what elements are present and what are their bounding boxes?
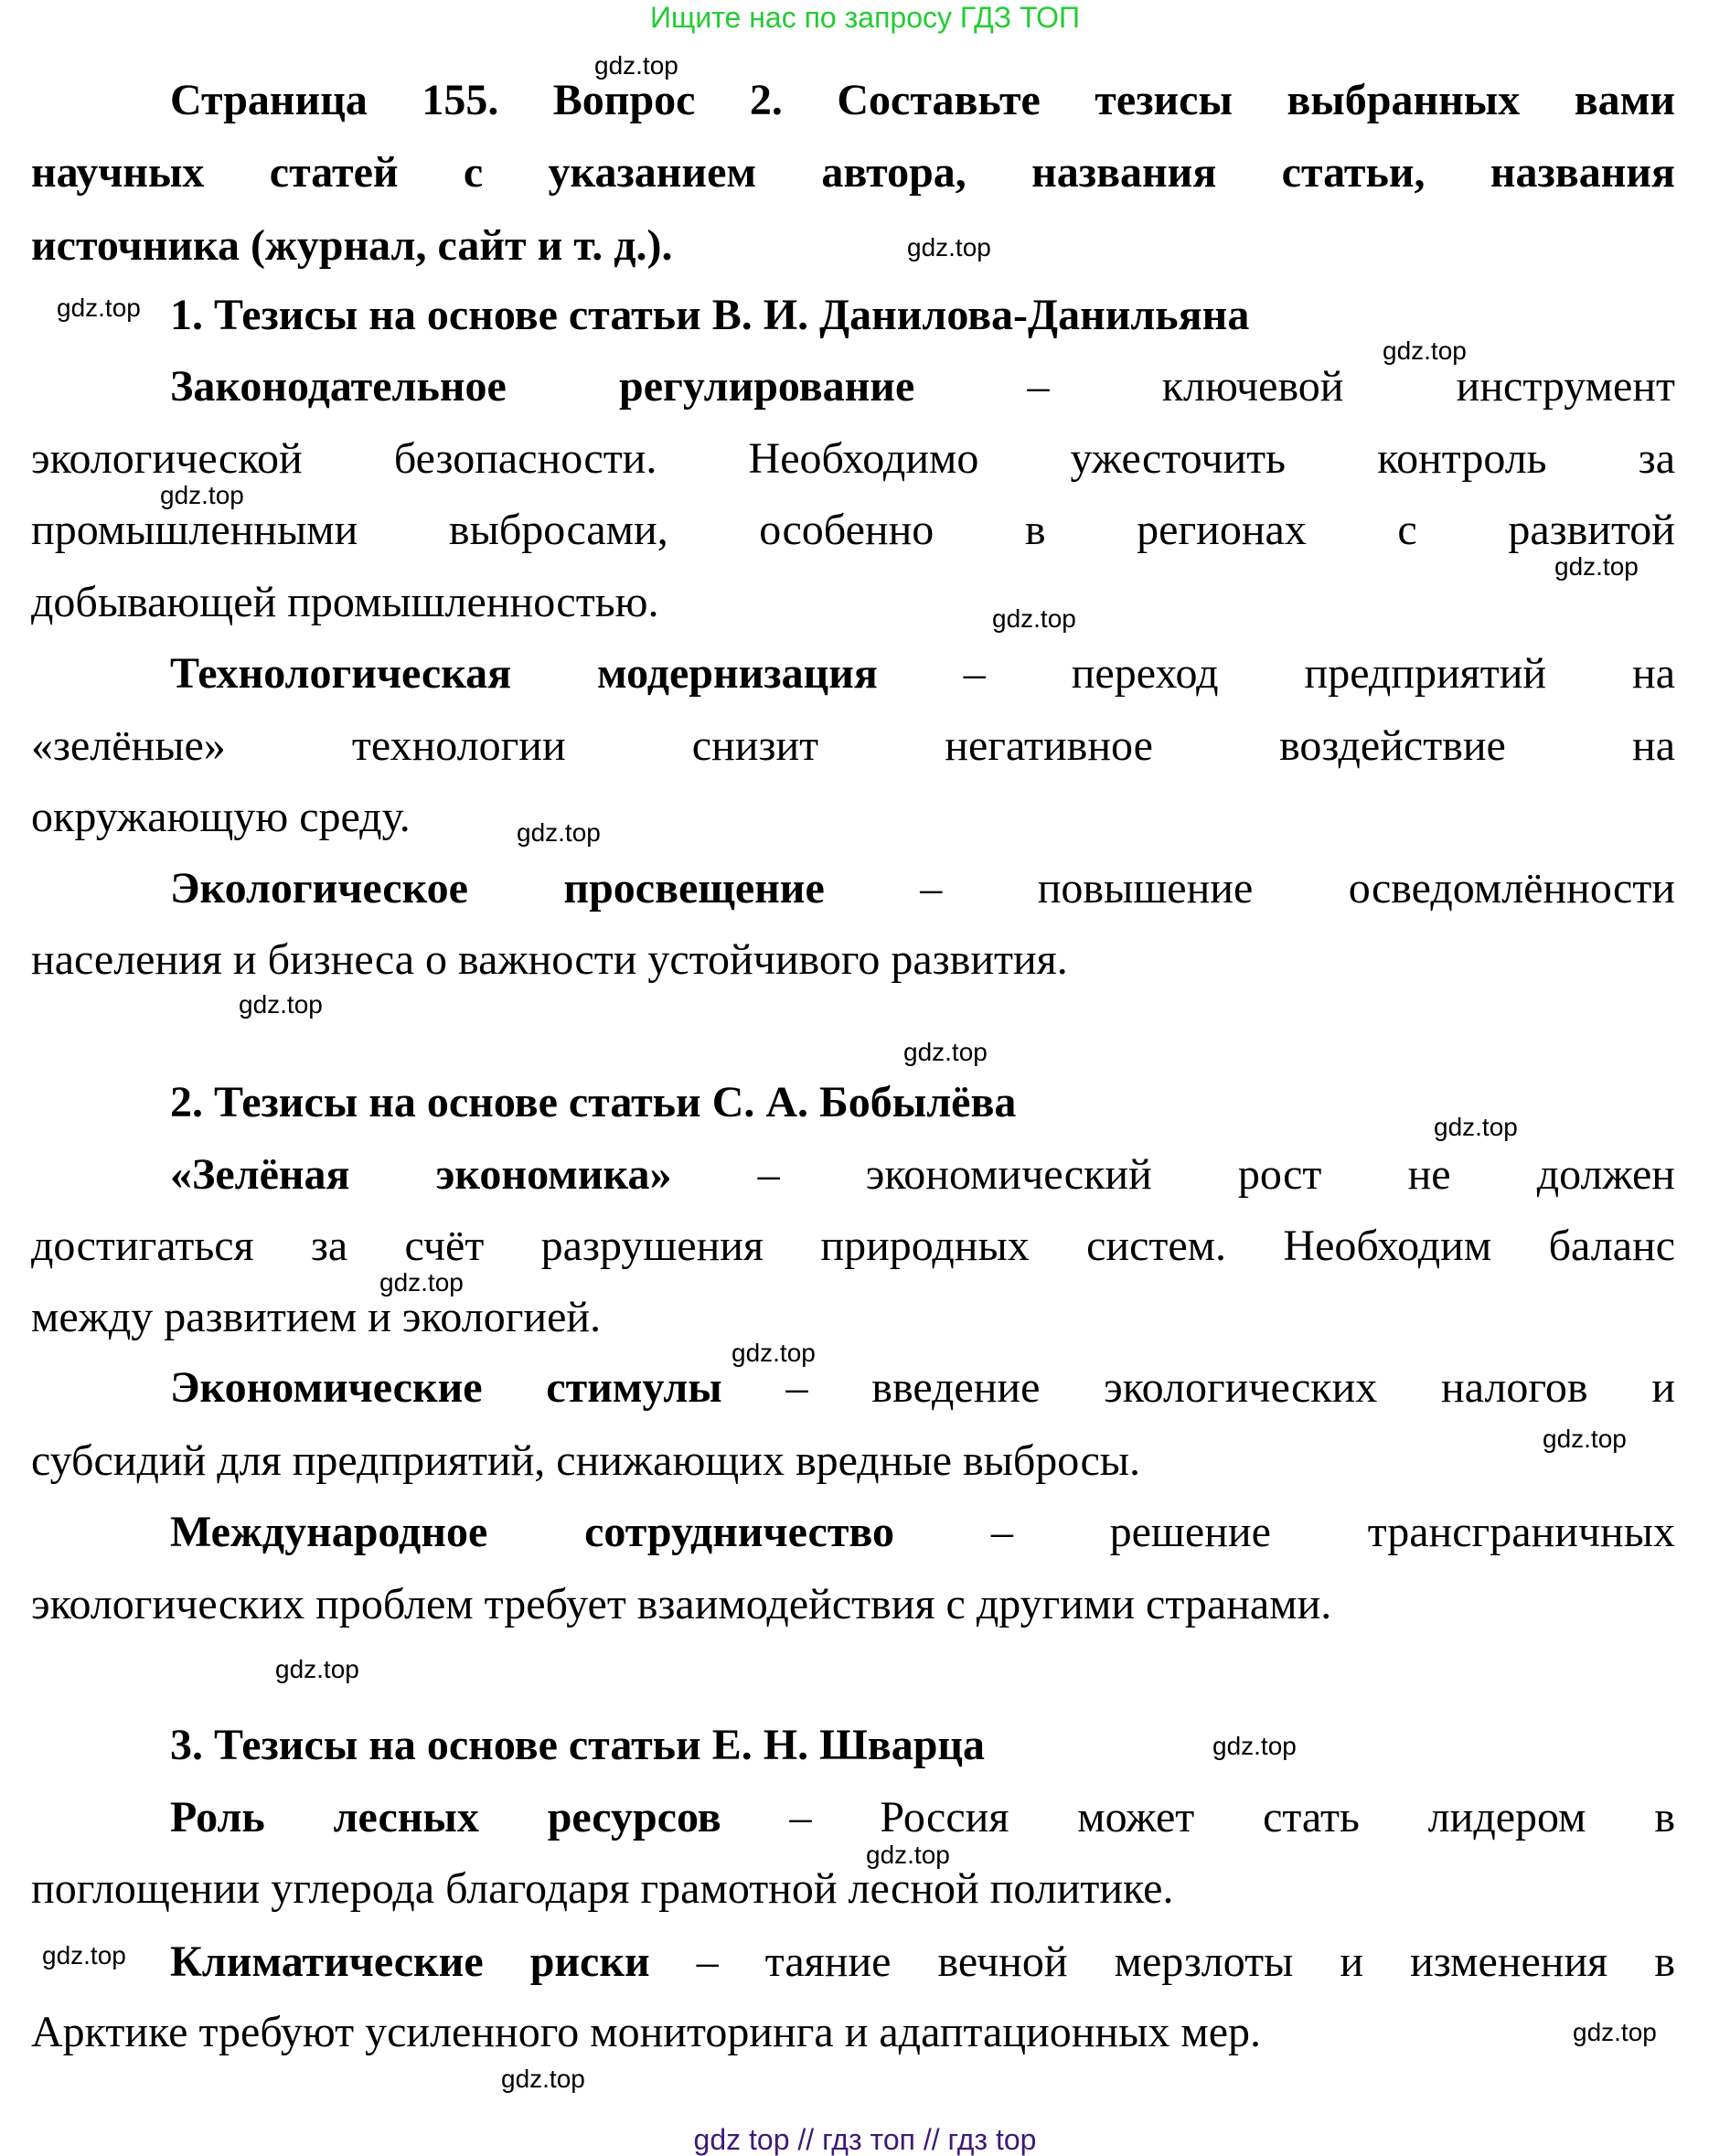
watermark: gdz.top bbox=[275, 1655, 359, 1683]
thesis-text: – ключевой инструмент bbox=[914, 362, 1675, 411]
thesis-line bbox=[170, 1139, 1675, 1211]
question-title-line-2: научных статей с указанием автора, названия статьи, названия bbox=[31, 148, 1675, 197]
thesis-term: «Зелёная экономика» bbox=[170, 1150, 672, 1199]
watermark: gdz.top bbox=[1554, 552, 1639, 581]
watermark: gdz.top bbox=[160, 481, 244, 509]
thesis-term: Международное сотрудничество bbox=[170, 1508, 894, 1556]
question-title-line-3: источника (журнал, сайт и т. д.). bbox=[31, 221, 673, 270]
thesis-term: Климатические риски bbox=[170, 1937, 650, 1986]
thesis-term: Экономические стимулы bbox=[170, 1363, 722, 1412]
thesis-line: экологической безопасности. Необходимо ужесточить контроль за bbox=[31, 434, 1675, 483]
watermark: gdz.top bbox=[1543, 1425, 1627, 1453]
watermark: gdz.top bbox=[1434, 1113, 1518, 1141]
thesis-text: – переход предприятий на bbox=[877, 649, 1676, 698]
thesis-term: Роль лесных ресурсов bbox=[170, 1793, 721, 1841]
watermark: gdz.top bbox=[501, 2065, 585, 2093]
thesis-text: – Россия может стать лидером в bbox=[721, 1793, 1675, 1841]
watermark: gdz.top bbox=[907, 233, 991, 261]
thesis-line bbox=[170, 1352, 1675, 1424]
watermark: gdz.top bbox=[1383, 336, 1467, 365]
watermark: gdz.top bbox=[1573, 2018, 1657, 2046]
watermark: gdz.top bbox=[239, 990, 323, 1019]
thesis-line: между развитием и экологией. bbox=[31, 1293, 602, 1341]
thesis-line: поглощении углерода благодаря грамотной лесной политике. bbox=[31, 1864, 1174, 1913]
watermark: gdz.top bbox=[732, 1339, 816, 1367]
watermark: gdz.top bbox=[866, 1841, 950, 1869]
search-banner[interactable]: Ищите нас по запросу ГДЗ ТОП bbox=[650, 1, 1080, 34]
thesis-text: – повышение осведомлённости bbox=[824, 864, 1676, 913]
thesis-line: окружающую среду. bbox=[31, 793, 411, 841]
question-title-line-1: Страница 155. Вопрос 2. Составьте тезисы выбранных вами bbox=[170, 76, 1675, 124]
section-2-heading: 2. Тезисы на основе статьи С. А. Бобылёва bbox=[170, 1078, 1017, 1126]
thesis-line bbox=[170, 853, 1675, 924]
watermark: gdz.top bbox=[1212, 1732, 1297, 1760]
watermark: gdz.top bbox=[517, 818, 601, 847]
thesis-term: Законодательное регулирование bbox=[170, 362, 915, 411]
watermark: gdz.top bbox=[57, 294, 141, 322]
thesis-line: «зелёные» технологии снизит негативное воздействие на bbox=[31, 721, 1675, 770]
watermark: gdz.top bbox=[379, 1268, 464, 1297]
thesis-line bbox=[170, 1497, 1675, 1568]
thesis-term: Экологическое просвещение bbox=[170, 864, 825, 913]
thesis-text: – таяние вечной мерзлоты и изменения в bbox=[649, 1937, 1675, 1986]
section-3-heading: 3. Тезисы на основе статьи Е. Н. Шварца bbox=[170, 1721, 986, 1769]
thesis-text: – экономический рост не должен bbox=[671, 1150, 1675, 1199]
footer-links[interactable]: gdz top // гдз топ // гдз top bbox=[693, 2123, 1037, 2156]
thesis-line bbox=[170, 1927, 1675, 1998]
thesis-line bbox=[170, 638, 1675, 710]
watermark: gdz.top bbox=[42, 1941, 126, 1969]
thesis-term: Технологическая модернизация bbox=[170, 649, 878, 698]
thesis-text: – решение трансграничных bbox=[894, 1508, 1675, 1556]
thesis-line: промышленными выбросами, особенно в регионах с развитой bbox=[31, 506, 1675, 554]
thesis-line: Арктике требуют усиленного мониторинга и адаптационных мер. bbox=[31, 2008, 1262, 2056]
thesis-line: добывающей промышленностью. bbox=[31, 578, 659, 626]
watermark: gdz.top bbox=[594, 51, 678, 80]
section-1-heading: 1. Тезисы на основе статьи В. И. Данилова-Данильяна bbox=[170, 291, 1250, 339]
watermark: gdz.top bbox=[903, 1038, 988, 1066]
watermark: gdz.top bbox=[992, 604, 1076, 633]
thesis-line: достигаться за счёт разрушения природных систем. Необходим баланс bbox=[31, 1222, 1675, 1270]
thesis-line: экологических проблем требует взаимодействия с другими странами. bbox=[31, 1580, 1332, 1628]
thesis-line: субсидий для предприятий, снижающих вредные выбросы. bbox=[31, 1436, 1141, 1485]
thesis-line: населения и бизнеса о важности устойчивого развития. bbox=[31, 935, 1068, 984]
thesis-text: – введение экологических налогов и bbox=[721, 1363, 1676, 1412]
